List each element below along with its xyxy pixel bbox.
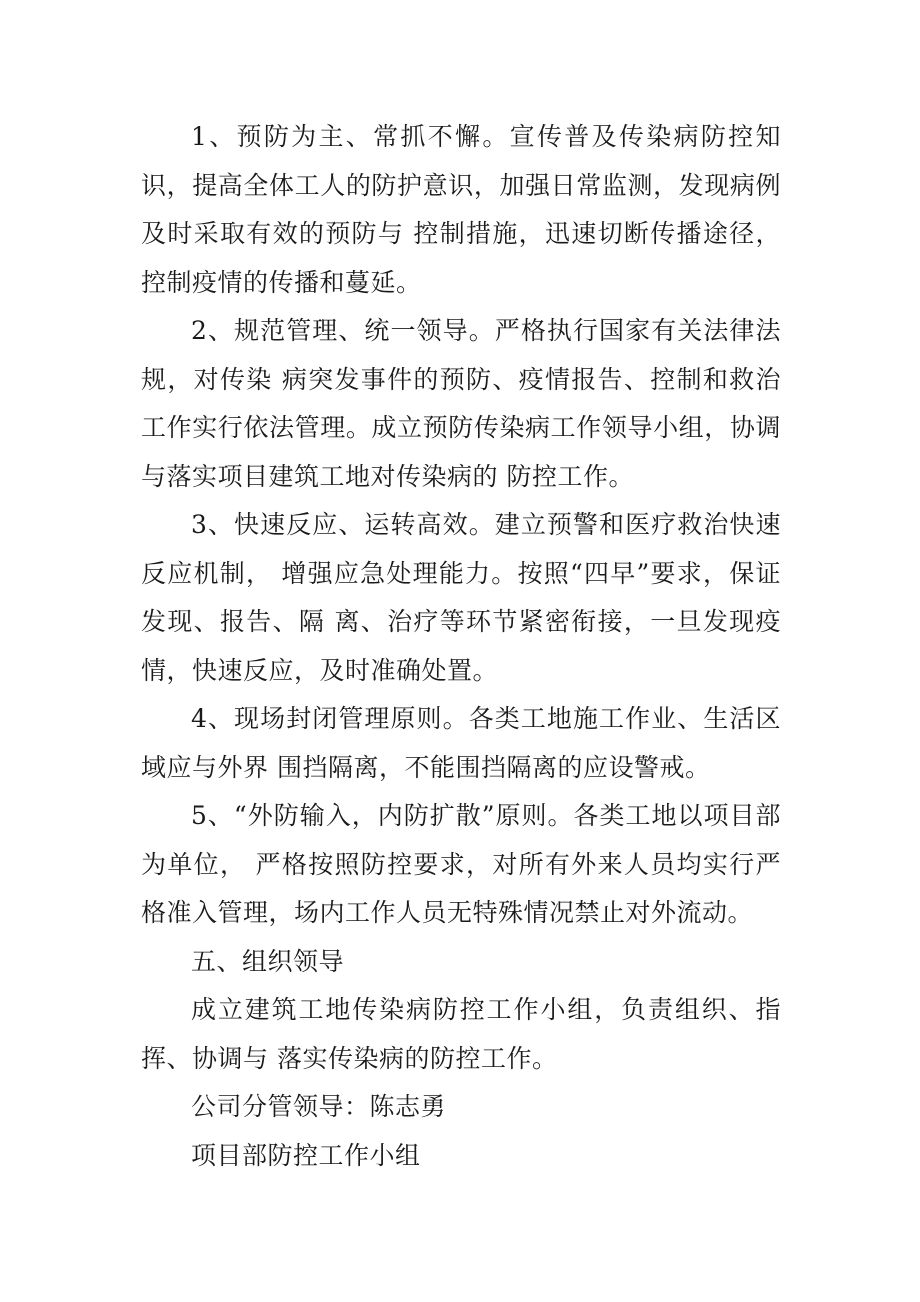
paragraph-principle-5: 5、“外防输入，内防扩散”原则。各类工地以项目部为单位， 严格按照防控要求，对所有外来人员均实行严格准入管理，场内工作人员无特殊情况禁止对外流动。 [141,801,781,927]
paragraph-principle-1: 1、预防为主、常抓不懈。宣传普及传染病防控知识，提高全体工人的防护意识，加强日常监测，发现病例及时采取有效的预防与 控制措施，迅速切断传播途径，控制疫情的传播和蔓延。 [141,122,781,297]
paragraph-principle-3: 3、快速反应、运转高效。建立预警和医疗救治快速反应机制， 增强应急处理能力。按照“四早”要求，保证发现、报告、隔 离、治疗等环节紧密衔接，一旦发现疫情，快速反应，及时准确处置。 [141,510,781,685]
document-body [141,113,781,1180]
paragraph-principle-2: 2、规范管理、统一领导。严格执行国家有关法律法规，对传染 病突发事件的预防、疫情报告、控制和救治工作实行依法管理。成立预防传染病工作领导小组，协调与落实项目建筑工地对传染病的 防控工作。 [141,316,781,491]
paragraph-principle-4: 4、现场封闭管理原则。各类工地施工作业、生活区域应与外界 围挡隔离，不能围挡隔离的应设警戒。 [141,704,781,782]
section-heading-organization: 五、组织领导 [191,946,345,976]
paragraph-company-leader: 公司分管领导：陈志勇 [191,1092,447,1121]
paragraph-project-group: 项目部防控工作小组 [191,1140,421,1170]
paragraph-working-group: 成立建筑工地传染病防控工作小组，负责组织、指挥、协调与 落实传染病的防控工作。 [141,995,781,1073]
